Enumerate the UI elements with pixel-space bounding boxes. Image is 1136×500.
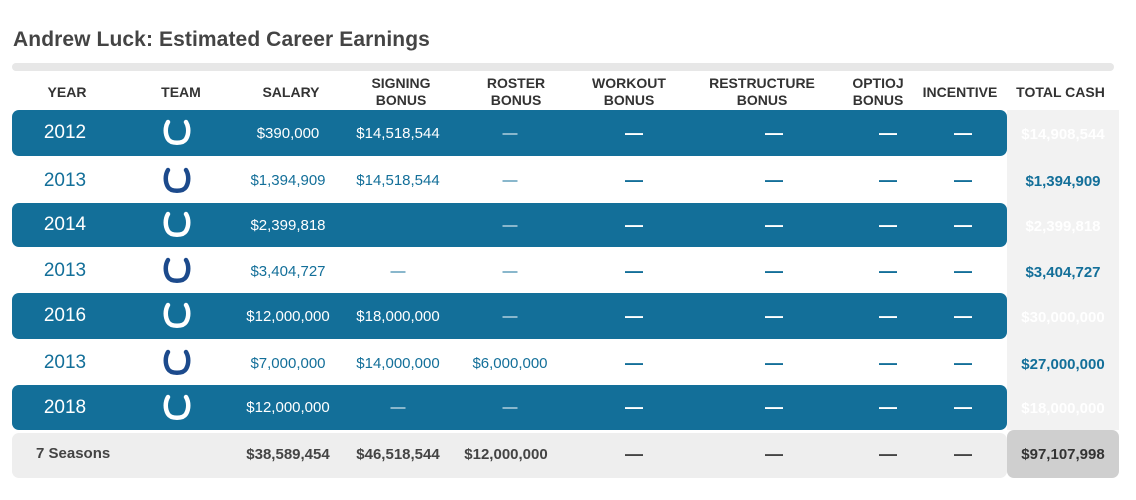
total-cash-cell: $18,000,000: [1021, 400, 1105, 417]
restructure-bonus-cell: —: [765, 122, 783, 143]
salary-cell: $12,000,000: [246, 307, 330, 325]
option-bonus-cell: —: [879, 397, 897, 417]
colts-horseshoe-icon: [162, 256, 192, 286]
colts-horseshoe-icon: [162, 166, 192, 196]
column-header-signing-bonus: SIGNING BONUS: [371, 75, 431, 108]
signing-bonus-cell: $14,518,544: [356, 172, 440, 189]
column-header-incentive: INCENTIVE: [922, 83, 998, 100]
salary-cell: $7,000,000: [250, 354, 326, 372]
column-header-year: YEAR: [47, 83, 87, 100]
incentive-cell: —: [954, 170, 972, 190]
colts-horseshoe-icon: [162, 210, 192, 240]
incentive-cell: —: [954, 122, 972, 143]
roster-bonus-cell: —: [502, 172, 518, 189]
column-header-total-cash: TOTAL CASH: [1016, 83, 1105, 100]
signing-bonus-cell: $14,000,000: [356, 354, 440, 372]
option-bonus-cell: —: [879, 352, 897, 373]
roster-bonus-cell: —: [502, 307, 518, 325]
roster-bonus-cell: —: [502, 399, 518, 416]
footer-restructure-bonus-total: —: [765, 443, 783, 464]
restructure-bonus-cell: —: [765, 352, 783, 373]
restructure-bonus-cell: —: [765, 305, 783, 326]
total-cash-cell: $1,394,909: [1025, 173, 1101, 190]
colts-horseshoe-icon: [162, 301, 192, 331]
footer-workout-bonus-total: —: [625, 443, 643, 464]
column-header-salary: SALARY: [262, 83, 320, 100]
salary-cell: $3,404,727: [250, 262, 326, 280]
year-cell: 2012: [43, 122, 87, 143]
footer-signing-bonus-total: $46,518,544: [356, 445, 440, 463]
restructure-bonus-cell: —: [765, 397, 783, 417]
incentive-cell: —: [954, 214, 972, 235]
restructure-bonus-cell: —: [765, 260, 783, 281]
footer-option-bonus-total: —: [879, 443, 897, 464]
workout-bonus-cell: —: [625, 305, 643, 326]
roster-bonus-cell: —: [502, 262, 518, 280]
column-header-roster-bonus: ROSTER BONUS: [486, 75, 546, 108]
footer-seasons-label: 7 Seasons: [36, 444, 111, 462]
footer-incentive-total: —: [954, 443, 972, 464]
footer-roster-bonus-total: $12,000,000: [464, 445, 548, 463]
signing-bonus-cell: $14,518,544: [356, 124, 440, 142]
signing-bonus-cell: —: [390, 262, 406, 280]
footer-salary-total: $38,589,454: [246, 445, 330, 463]
signing-bonus-cell: [342, 203, 454, 247]
option-bonus-cell: —: [879, 170, 897, 190]
total-cash-cell: $2,399,818: [1025, 217, 1101, 235]
salary-cell: $390,000: [256, 124, 320, 142]
salary-cell: $2,399,818: [250, 216, 326, 234]
signing-bonus-cell: —: [390, 399, 406, 416]
option-bonus-cell: —: [879, 305, 897, 326]
total-cash-cell: $14,908,544: [1021, 125, 1105, 143]
signing-bonus-cell: $18,000,000: [356, 307, 440, 325]
incentive-cell: —: [954, 352, 972, 373]
incentive-cell: —: [954, 397, 972, 417]
column-header-option-bonus: OPTIOJ BONUS: [852, 75, 904, 108]
colts-horseshoe-icon: [162, 118, 192, 148]
colts-horseshoe-icon: [162, 393, 192, 423]
workout-bonus-cell: —: [625, 122, 643, 143]
year-cell: 2013: [43, 260, 87, 281]
option-bonus-cell: —: [879, 122, 897, 143]
title-divider: [12, 63, 1114, 71]
total-cash-cell: $27,000,000: [1021, 355, 1105, 373]
total-cash-cell: $3,404,727: [1025, 263, 1101, 281]
column-header-team: TEAM: [161, 83, 201, 100]
option-bonus-cell: —: [879, 214, 897, 235]
roster-bonus-cell: —: [502, 216, 518, 234]
incentive-cell: —: [954, 260, 972, 281]
page-title: Andrew Luck: Estimated Career Earnings: [13, 28, 430, 51]
workout-bonus-cell: —: [625, 352, 643, 373]
year-cell: 2014: [43, 214, 87, 235]
year-cell: 2016: [43, 305, 87, 326]
year-cell: 2013: [43, 352, 87, 373]
workout-bonus-cell: —: [625, 397, 643, 417]
year-cell: 2013: [43, 169, 87, 191]
roster-bonus-cell: —: [502, 124, 518, 142]
workout-bonus-cell: —: [625, 260, 643, 281]
restructure-bonus-cell: —: [765, 214, 783, 235]
year-cell: 2018: [43, 396, 87, 418]
salary-cell: $1,394,909: [250, 172, 326, 189]
footer-total-cash: $97,107,998: [1021, 445, 1105, 463]
colts-horseshoe-icon: [162, 348, 192, 378]
salary-cell: $12,000,000: [246, 399, 330, 416]
option-bonus-cell: —: [879, 260, 897, 281]
column-header-restructure-bonus: RESTRUCTURE BONUS: [709, 75, 815, 108]
column-header-workout-bonus: WORKOUT BONUS: [592, 75, 666, 108]
workout-bonus-cell: —: [625, 214, 643, 235]
roster-bonus-cell: $6,000,000: [472, 354, 548, 372]
incentive-cell: —: [954, 305, 972, 326]
restructure-bonus-cell: —: [765, 170, 783, 190]
total-cash-cell: $30,000,000: [1021, 308, 1105, 326]
workout-bonus-cell: —: [625, 170, 643, 190]
